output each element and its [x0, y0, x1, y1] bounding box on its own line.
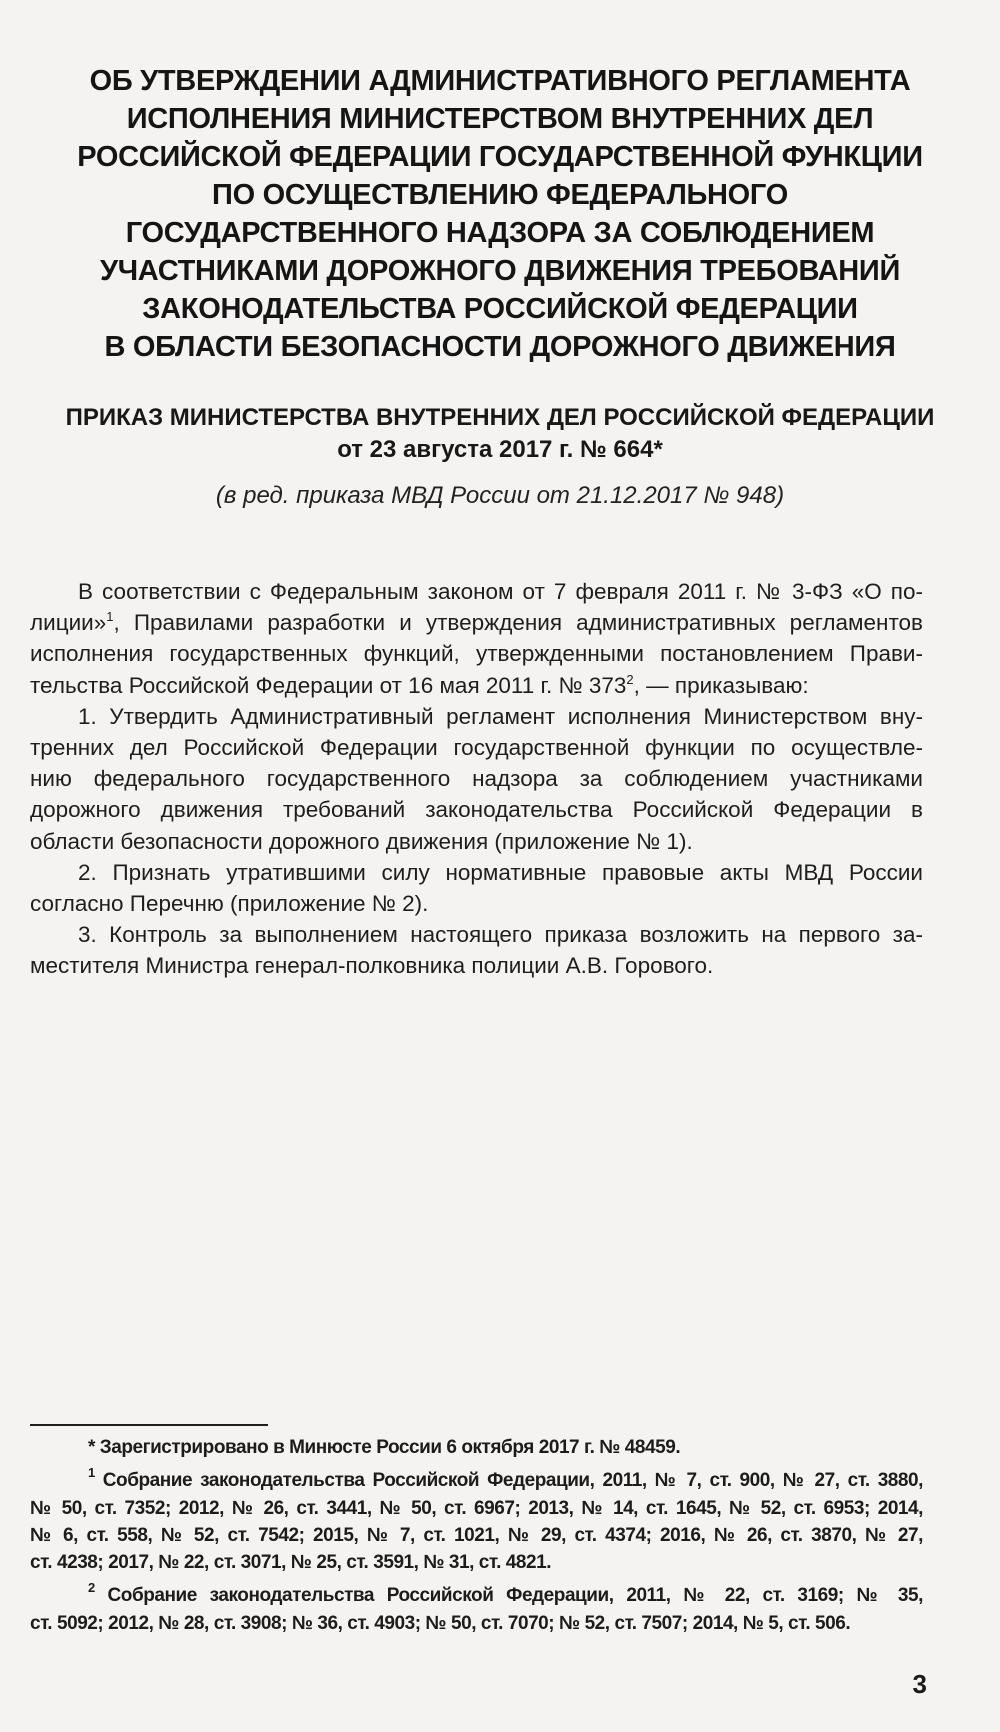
footnote-1-line: № 50, ст. 7352; 2012, № 26, ст. 3441, № 50, ст. 6967; 2013, № 14, ст. 1645, № 52, ст. 6953; 2014, [30, 1497, 923, 1519]
item-1-line: дорожного движения требований законодательства Российской Федерации в [30, 797, 923, 823]
footnote-1-line: $^1$ Собрание законодательства Российской Федерации, 2011, № 7, ст. 900, № 27, ст. 3880, [88, 1465, 923, 1492]
footnotes [30, 1434, 923, 1637]
title-line: РОССИЙСКОЙ ФЕДЕРАЦИИ ГОСУДАРСТВЕННОЙ ФУНКЦИИ [77, 141, 923, 173]
preamble-line: тельства Российской Федерации от 16 мая 2011 г. № $373^2$, — приказываю: [30, 671, 809, 698]
item-3-line: местителя Министра генерал-полковника полиции А.В. Горового. [30, 953, 714, 979]
page-number: 3 [912, 1669, 927, 1699]
order-date-number: от 23 августа 2017 г. № 664* [337, 436, 663, 463]
footnote-ref-1: 1 [106, 609, 114, 625]
item-1-line: тренних дел Российской Федерации государственной функции по осуществле- [30, 735, 923, 761]
preamble-line: лиции»$^1$, Правилами разработки и утверждения административных регламентов [30, 609, 923, 636]
footnote-1-line: ст. 4238; 2017, № 22, ст. 3071, № 25, ст. 3591, № 31, ст. 4821. [30, 1552, 552, 1574]
item-1-line: области безопасности дорожного движения (приложение № 1). [30, 828, 693, 854]
order-name: ПРИКАЗ МИНИСТЕРСТВА ВНУТРЕННИХ ДЕЛ РОССИЙСКОЙ ФЕДЕРАЦИИ [65, 404, 935, 431]
footnote-2-marker: 2 [88, 1580, 95, 1596]
title-line: В ОБЛАСТИ БЕЗОПАСНОСТИ ДОРОЖНОГО ДВИЖЕНИЯ [104, 331, 896, 363]
footnote-2-line: $^2$ Собрание законодательства Российской Федерации, 2011, № 22, ст. 3169; № 35, [88, 1580, 923, 1607]
item-2-line: 2. Признать утратившими силу нормативные правовые акты МВД России [78, 859, 923, 885]
title-line: УЧАСТНИКАМИ ДОРОЖНОГО ДВИЖЕНИЯ ТРЕБОВАНИЙ [99, 255, 901, 287]
preamble-line: исполнения государственных функций, утвержденными постановлением Прави- [30, 641, 923, 667]
item-3-line: 3. Контроль за выполнением настоящего приказа возложить на первого за- [78, 922, 923, 948]
item-2-line: согласно Перечню (приложение № 2). [30, 891, 429, 917]
document-title [60, 62, 940, 366]
order-body [30, 576, 923, 982]
title-line: ИСПОЛНЕНИЯ МИНИСТЕРСТВОМ ВНУТРЕННИХ ДЕЛ [126, 103, 874, 135]
footnote-ref-2: 2 [626, 671, 634, 687]
title-line: ЗАКОНОДАТЕЛЬСТВА РОССИЙСКОЙ ФЕДЕРАЦИИ [142, 293, 858, 325]
edition-note: (в ред. приказа МВД России от 21.12.2017 № 948) [215, 482, 785, 509]
preamble-line: В соответствии с Федеральным законом от 7 февраля 2011 г. № 3-ФЗ «О по- [78, 579, 923, 604]
footnote-1-marker: 1 [88, 1465, 95, 1481]
footnote-star: * Зарегистрировано в Минюсте России 6 октября 2017 г. № 48459. [88, 1437, 681, 1458]
footnote-divider [30, 1424, 268, 1426]
footnote-2-line: ст. 5092; 2012, № 28, ст. 3908; № 36, ст. 4903; № 50, ст. 7070; № 52, ст. 7507; 2014, № 5, ст. 506. [30, 1612, 851, 1634]
item-1-line: 1. Утвердить Административный регламент исполнения Министерством вну- [78, 703, 923, 729]
title-line: ОБ УТВЕРЖДЕНИИ АДМИНИСТРАТИВНОГО РЕГЛАМЕНТА [89, 65, 911, 97]
item-1-line: нию федерального государственного надзора за соблюдением участниками [30, 766, 923, 792]
footnote-1-line: № 6, ст. 558, № 52, ст. 7542; 2015, № 7, ст. 1021, № 29, ст. 4374; 2016, № 26, ст. 3870, № 27, [30, 1524, 923, 1546]
title-line: ПО ОСУЩЕСТВЛЕНИЮ ФЕДЕРАЛЬНОГО [212, 179, 788, 211]
order-heading [20, 402, 980, 466]
title-line: ГОСУДАРСТВЕННОГО НАДЗОРА ЗА СОБЛЮДЕНИЕМ [125, 217, 875, 249]
